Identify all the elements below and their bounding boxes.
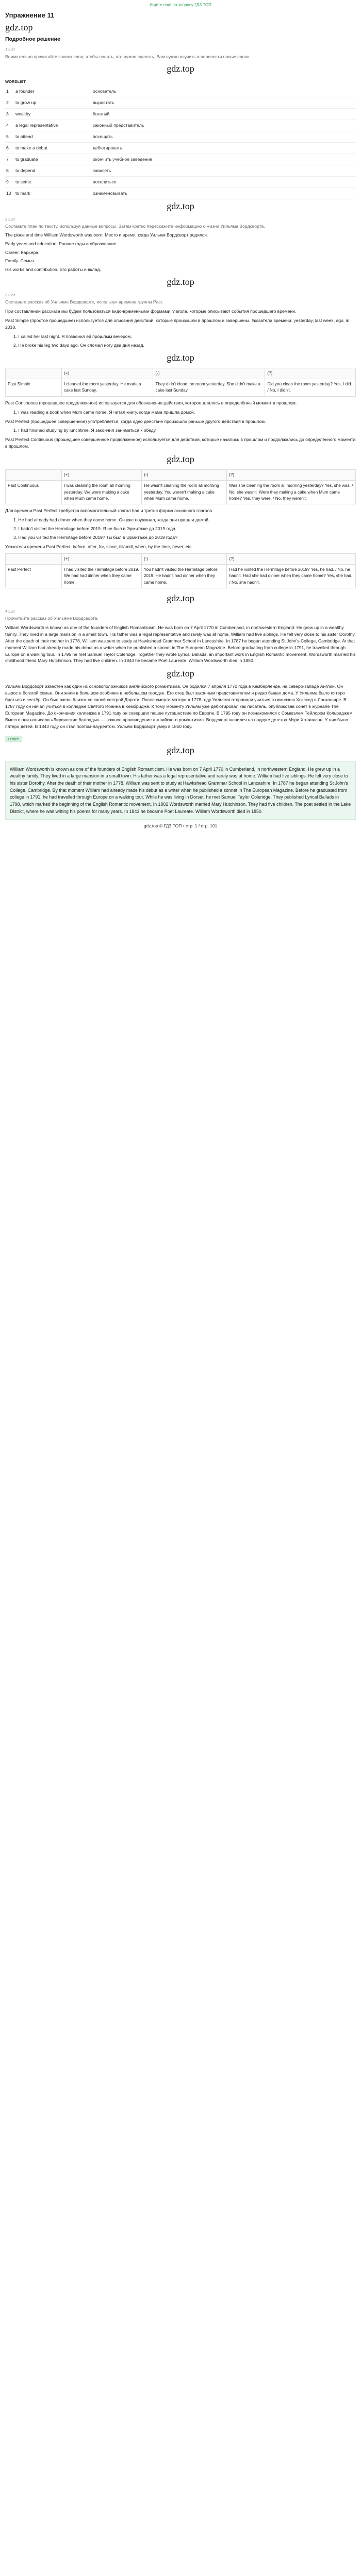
word-english: to make a debut: [15, 145, 47, 150]
wordlist-row: [5, 154, 356, 165]
word-number: 3: [6, 111, 9, 116]
step-label: 3 шаг: [5, 293, 15, 298]
example-item: 1. I called her last night. Я позвонил ей прошлым вечером.: [13, 334, 132, 340]
table-row: [6, 565, 356, 588]
watermark: gdz.top: [167, 744, 194, 755]
answer-text: William Wordsworth is known as one of the founders of English Romanticism. He was born on 7 April 1770 in Cumberland, in northwestern England. He grew up in a wealthy family. They lived in a large mansion in a small town. His father was a legal representative and rarely was at home. William had five siblings. He felt very close to his sister Dorothy. After the death of their mother in 1778, William was sent to study at Hawkshead Grammar School in Lancashire. In 1787 he began attending St John's College, Cambridge. By that moment William had already made his debut as a writer when he published a sonnet in The European Magazine. Before he graduated from college in 1791, he had travelled through Europe on a walking tour. While he was living in Dorset, he met Samuel Taylor Coleridge. They published Lyrical Ballads in 1798, which marked the beginning of the English Romantic movement. In 1802 Wordsworth married Mary Hutchinson. They had five children. The poet settled in the Lake District, where he was writing his poems for many years. In 1843 he became Poet Laureate. William Wordsworth died in 1850.: [10, 766, 351, 814]
footer: gdz.top © ГДЗ ТОП • стр. 1 / стр. 101: [143, 823, 218, 829]
question-item: Career. Карьера.: [5, 249, 40, 255]
tense-table: [5, 368, 356, 397]
word-number: 5: [6, 133, 9, 139]
tense-table: [5, 469, 356, 504]
question-item: Family. Семья.: [5, 258, 35, 264]
table-cell: He wasn't cleaning the room all morning yesterday. You weren't making a cake when Mum came home.: [142, 481, 227, 504]
subtitle: Подробное решение: [5, 36, 60, 42]
table-header: [6, 470, 62, 481]
wordlist-row: [5, 109, 356, 120]
wordlist-row: [5, 165, 356, 177]
table-cell: Had he visited the Hermitage before 2019? Yes, he had. / No, he hadn't. Had she had dinner when they came home? Yes, she had. / No, she hadn't.: [227, 565, 356, 588]
table-header: (+): [62, 368, 153, 379]
example-item: 1. I had finished studying by lunchtime. Я закончил заниматься к обеду.: [13, 428, 157, 433]
table-header: (+): [62, 553, 142, 564]
table-header: (-): [141, 553, 227, 564]
example-item: 1. I was reading a book when Mum came home. Я читал книгу, когда мама пришла домой.: [13, 409, 195, 415]
word-english: to depend: [15, 167, 36, 173]
paragraph: При составлении рассказа мы будем пользоваться видо-временными формами глагола, которые описывают события прошедшего времени.: [5, 309, 297, 314]
paragraph: William Wordsworth is known as one of the founders of English Romanticism. He was born on 7 April 1770 in Cumberland, in northwestern England. He grew up in a wealthy family. They lived in a large mansion in a small town. His father was a legal representative and rarely was at home. William had five siblings. He felt very close to his sister Dorothy. After the death of their mother in 1778, William was sent to study at Hawkshead Grammar School in Lancashire. In 1787 he began attending St John's College, Cambridge. At that moment William had already made his debut as a writer when he published a sonnet in The European Magazine. Before graduating from college in 1791, he travelled through Europe on a walking tour. In 1795 he met Samuel Taylor Coleridge. Together they wrote Lyrical Ballads, an important work in English Romantic movement. Wordsworth married his childhood friend Mary Hutchinson. They had five children. In 1843 he became Poet Laureate. William Wordsworth died in 1850.: [5, 625, 356, 664]
wordlist-label: WORDLIST: [5, 79, 26, 84]
page: [0, 0, 361, 833]
word-english: to graduate: [15, 156, 38, 162]
table-header: [6, 553, 62, 564]
paragraph: Past Continuous (прошедшее продолженное) используется для обозначения действия, которое длилось в определённый момент в прошлом.: [5, 400, 297, 405]
paragraph: Указатели времени Past Perfect: before, after, for, since, till/until, when, by the time, never, etc.: [5, 544, 193, 549]
watermark: gdz.top: [167, 454, 194, 465]
watermark: gdz.top: [167, 352, 194, 363]
table-header: (-): [142, 470, 227, 481]
table-row: [6, 379, 356, 397]
wordlist-row: [5, 177, 356, 188]
table-header: (-): [153, 368, 265, 379]
watermark: gdz.top: [167, 592, 194, 603]
question-list: [5, 232, 356, 273]
table-row: [6, 481, 356, 504]
word-number: 9: [6, 179, 9, 184]
table-header: (+): [62, 470, 142, 481]
table-header: [6, 368, 62, 379]
top-link[interactable]: Ищете ещё по запросу ГДЗ ТОП: [150, 3, 211, 7]
task-text: Внимательно прочитайте список слов, чтобы понять, что нужно сделать. Вам нужно изучить и перевести новые слова.: [5, 54, 251, 59]
question-item: The place and time William Wordsworth was born. Место и время, когда Уильям Вордсворт родился.: [5, 232, 208, 238]
word-russian: основатель: [93, 88, 117, 94]
answer-badge: Ответ: [5, 736, 22, 742]
paragraph: Для времени Past Perfect требуется вспомогательный глагол had и третья форма основного глагола.: [5, 508, 214, 514]
tense-table: [5, 553, 356, 588]
question-item: Early years and education. Ранние годы и образование.: [5, 241, 118, 246]
paragraph: Past Simple (простое прошедшее) используется для описания действий, которые произошли в прошлом и завершены. Указатели времени: yesterday, last week, ago, in 2010.: [5, 318, 350, 330]
task-text: Составьте план по тексту, используя данные вопросы. Затем кратко перескажите информацию о жизни Уильяма Вордсворта.: [5, 223, 265, 229]
task-text: Прочитайте рассказ об Уильяме Вордсворте.: [5, 616, 99, 621]
paragraph: Уильям Вордсворт известен как один из основоположников английского романтизма. Он родился 7 апреля 1770 года в Камберленде, на северо-западе Англии. Он вырос в богатой семье. Они жили в большом особняке в небольшом городке. Его отец был законным представителем и редко бывал дома. У Уильяма было пятеро братьев и сестёр. Он был очень близок со своей сестрой Дороти. После смерти матери в 1778 году Уильяма отправили учиться в гимназию Хоксхед в Ланкашире. В 1787 году он начал учиться в колледже Святого Иоанна в Кембридже. К тому моменту Уильям уже дебютировал как писатель, опубликовав сонет в журнале The European Magazine. До окончания колледжа в 1791 году он совершил пешее путешествие по Европе. В 1795 году он познакомился с Сэмюэлем Тейлором Кольриджем. Вместе они написали «Лирические баллады» — важное произведение английского романтизма. Вордсворт женился на подруге детства Мэри Хатчинсон. У них было пятеро детей. В 1843 году он стал поэтом-лауреатом. Уильям Вордсворт умер в 1850 году.: [5, 684, 354, 729]
step-label: 4 шаг: [5, 608, 15, 614]
wordlist-row: [5, 86, 356, 97]
table-header: (?): [265, 368, 356, 379]
word-english: wealthy: [15, 111, 31, 116]
word-russian: посещать: [93, 133, 113, 139]
word-english: to grow up: [15, 99, 37, 105]
wordlist: [5, 86, 356, 199]
word-russian: законный представитель: [93, 122, 144, 128]
watermark: gdz.top: [167, 200, 194, 211]
word-english: to attend: [15, 133, 33, 139]
table-cell: Was she cleaning the room all morning yesterday? Yes, she was. / No, she wasn't. Were they making a cake when Mum came home? Yes, they were. / No, they weren't.: [227, 481, 356, 504]
word-number: 2: [6, 99, 9, 105]
word-russian: зависеть: [93, 167, 111, 173]
wordlist-row: [5, 120, 356, 131]
watermark: gdz.top: [167, 277, 194, 287]
word-english: a legal representative: [15, 122, 58, 128]
word-number: 4: [6, 122, 9, 128]
table-header: (?): [227, 553, 356, 564]
step-label: 1 шаг: [5, 47, 15, 52]
question-item: His works and contribution. Его работы и вклад.: [5, 267, 101, 273]
table-cell: I had visited the Hermitage before 2019. We had had dinner when they came home.: [62, 565, 142, 588]
example-item: 2. He broke his leg two days ago. Он сломал ногу два дня назад.: [13, 342, 144, 348]
word-english: a founder: [15, 88, 35, 94]
exercise-title: Упражнение 11: [5, 11, 55, 19]
table-cell: I cleaned the room yesterday. He made a cake last Sunday.: [62, 379, 153, 397]
word-number: 8: [6, 167, 9, 173]
watermark: gdz.top: [5, 22, 33, 32]
word-russian: дебютировать: [93, 145, 122, 150]
wordlist-row: [5, 131, 356, 143]
paragraph: Past Perfect Continuous (прошедшее совершенное продолженное) используется для действий, которые начались в прошлом и продолжались до определённого момента в прошлом.: [5, 437, 356, 449]
wordlist-row: [5, 143, 356, 154]
tense-name: Past Simple: [6, 379, 62, 397]
table-cell: Did you clean the room yesterday? Yes, I did. / No, I didn't.: [265, 379, 356, 397]
word-russian: поселиться: [93, 179, 117, 184]
word-english: to settle: [15, 179, 31, 184]
watermark: gdz.top: [167, 668, 194, 679]
word-russian: ознаменовывать: [93, 190, 127, 196]
word-english: to mark: [15, 190, 30, 196]
word-russian: вырастать: [93, 99, 114, 105]
word-russian: богатый: [93, 111, 110, 116]
answer-box: [5, 761, 356, 820]
word-number: 7: [6, 156, 9, 162]
tense-name: Past Continuous: [6, 481, 62, 504]
table-header: (?): [227, 470, 356, 481]
task-text: Составьте рассказ об Уильяме Вордсворте, используя времена группы Past.: [5, 299, 163, 305]
example-item: 3. Had you visited the Hermitage before 2019? Ты был в Эрмитаже до 2019 года?: [13, 534, 177, 540]
word-number: 1: [6, 88, 9, 94]
table-cell: You hadn't visited the Hermitage before 2019. He hadn't had dinner when they came home.: [141, 565, 227, 588]
tense-name: Past Perfect: [6, 565, 62, 588]
example-item: 1. He had already had dinner when they came home. Он уже поужинал, когда они пришли домой.: [13, 517, 210, 523]
watermark: gdz.top: [167, 63, 194, 74]
wordlist-row: [5, 188, 356, 199]
wordlist-row: [5, 97, 356, 109]
example-item: 2. I hadn't visited the Hermitage before 2019. Я не был в Эрмитаже до 2019 года.: [13, 526, 177, 532]
word-russian: окончить учебное заведение: [93, 156, 153, 162]
step-label: 2 шаг: [5, 216, 15, 222]
table-cell: I was cleaning the room all morning yesterday. We were making a cake when Mum came home.: [62, 481, 142, 504]
word-number: 6: [6, 145, 9, 150]
table-cell: They didn't clean the room yesterday. She didn't make a cake last Sunday.: [153, 379, 265, 397]
paragraph: Past Perfect (прошедшее совершенное) употребляется, когда одно действие произошло раньше другого действия в прошлом.: [5, 418, 266, 424]
word-number: 10: [6, 190, 11, 196]
